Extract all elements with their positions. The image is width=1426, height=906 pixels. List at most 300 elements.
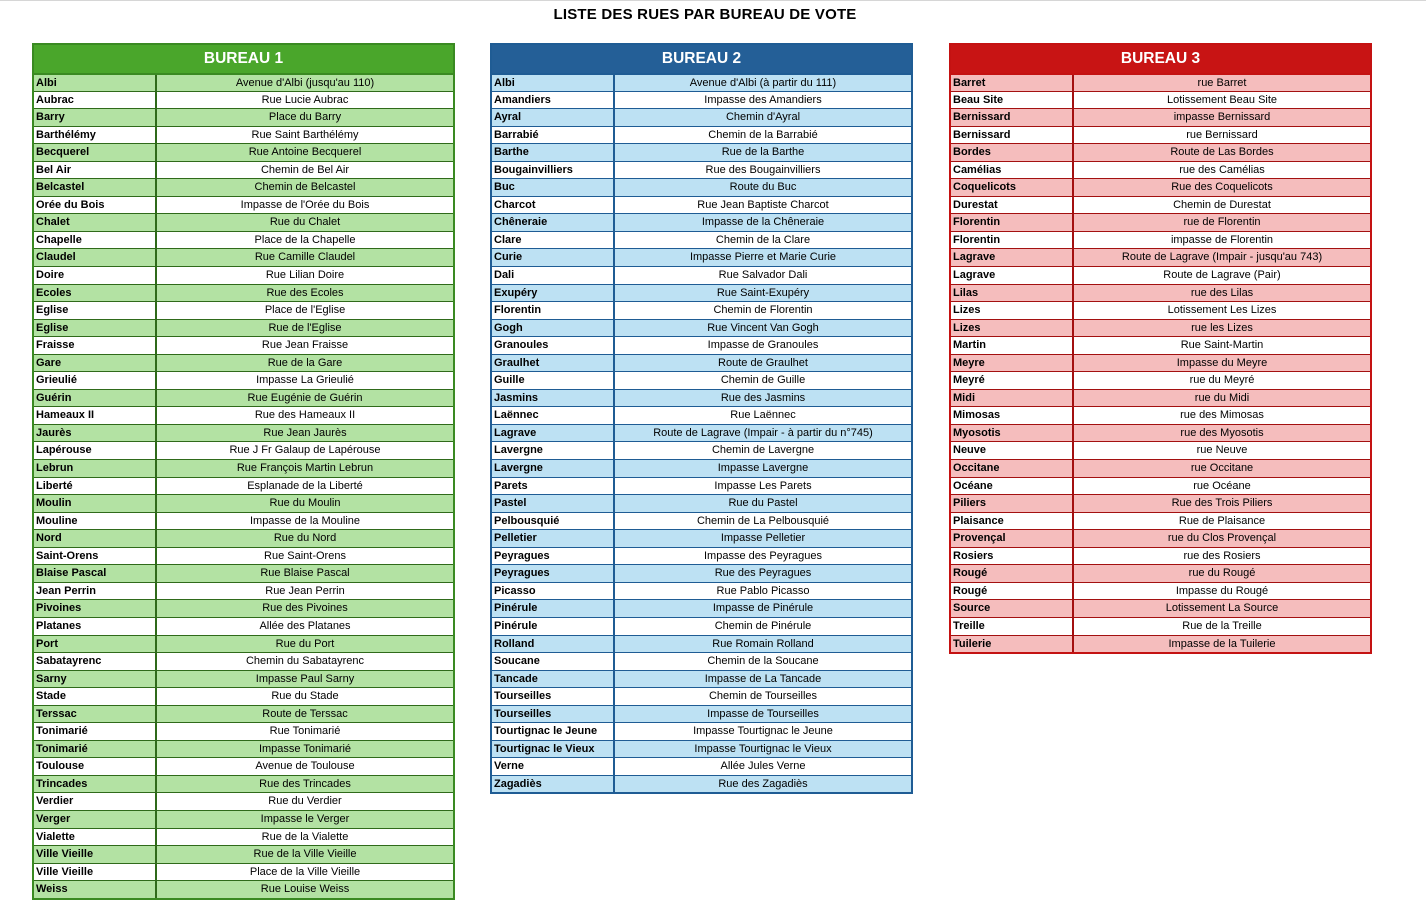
table-row: [34, 108, 453, 126]
street-cell: Rue J Fr Galaup de Lapérouse: [155, 442, 453, 459]
locality-cell: Liberté: [36, 479, 73, 492]
street-cell: Rue des Bougainvilliers: [613, 162, 911, 179]
street-cell: Route de Lagrave (Impair - jusqu'au 743): [1072, 249, 1370, 266]
table-row: [951, 477, 1370, 495]
street-cell: Rue Saint-Exupéry: [613, 285, 911, 302]
table-row: [492, 126, 911, 144]
locality-cell: Occitane: [953, 462, 1000, 475]
table-row: [492, 670, 911, 688]
locality-cell: Lapérouse: [36, 444, 92, 457]
street-cell: Impasse Les Parets: [613, 478, 911, 495]
locality-cell: Laënnec: [494, 409, 539, 422]
table-row: [492, 371, 911, 389]
table-row: [951, 108, 1370, 126]
table-row: [951, 494, 1370, 512]
street-cell: Rue de la Vialette: [155, 829, 453, 846]
table-row: [34, 652, 453, 670]
locality-cell: Sabatayrenc: [36, 655, 102, 668]
street-cell: Route de Graulhet: [613, 355, 911, 372]
locality-cell: Lavergne: [494, 462, 543, 475]
locality-cell: Tourseilles: [494, 707, 552, 720]
street-cell: Avenue de Toulouse: [155, 758, 453, 775]
locality-cell: Stade: [36, 690, 66, 703]
locality-cell: Lagrave: [953, 251, 996, 264]
street-cell: Rue Salvador Dali: [613, 267, 911, 284]
street-cell: Impasse Tourtignac le Vieux: [613, 741, 911, 758]
street-cell: Avenue d'Albi (à partir du 111): [613, 75, 911, 91]
street-cell: rue les Lizes: [1072, 320, 1370, 337]
table-row: [34, 687, 453, 705]
table-row: [34, 354, 453, 372]
table-row: [492, 757, 911, 775]
table-row: [34, 705, 453, 723]
street-cell: Route de Las Bordes: [1072, 144, 1370, 161]
street-cell: Route de Lagrave (Pair): [1072, 267, 1370, 284]
street-cell: Rue des Jasmins: [613, 390, 911, 407]
table-row: [492, 459, 911, 477]
locality-cell: Ecoles: [36, 286, 72, 299]
street-cell: rue Occitane: [1072, 460, 1370, 477]
locality-cell: Pelbousquié: [494, 514, 560, 527]
table-row: [951, 336, 1370, 354]
table-row: [34, 547, 453, 565]
bureau-rows: [34, 73, 453, 898]
table-row: [492, 722, 911, 740]
street-cell: Lotissement Les Lizes: [1072, 302, 1370, 319]
street-cell: Avenue d'Albi (jusqu'au 110): [155, 75, 453, 91]
street-cell: Chemin de Belcastel: [155, 179, 453, 196]
table-row: [951, 319, 1370, 337]
locality-cell: Piliers: [953, 497, 987, 510]
street-cell: Rue des Trincades: [155, 776, 453, 793]
locality-cell: Granoules: [494, 339, 549, 352]
table-row: [492, 441, 911, 459]
street-cell: rue Barret: [1072, 75, 1370, 91]
table-row: [34, 828, 453, 846]
table-row: [492, 406, 911, 424]
locality-cell: Treille: [953, 619, 985, 632]
table-row: [951, 231, 1370, 249]
locality-cell: Albi: [36, 77, 57, 89]
street-cell: Rue de la Barthe: [613, 144, 911, 161]
street-cell: Chemin de Florentin: [613, 302, 911, 319]
table-row: [492, 582, 911, 600]
locality-cell: Source: [953, 602, 991, 615]
street-cell: rue Neuve: [1072, 442, 1370, 459]
table-row: [951, 512, 1370, 530]
street-cell: Rue des Pivoines: [155, 600, 453, 617]
street-cell: Esplanade de la Liberté: [155, 478, 453, 495]
street-cell: Impasse des Peyragues: [613, 548, 911, 565]
street-cell: Rue du Moulin: [155, 495, 453, 512]
locality-cell: Neuve: [953, 444, 987, 457]
table-row: [34, 441, 453, 459]
table-row: [34, 406, 453, 424]
street-cell: rue Bernissard: [1072, 127, 1370, 144]
locality-cell: Meyre: [953, 356, 985, 369]
locality-cell: Guérin: [36, 391, 72, 404]
street-cell: Chemin de Bel Air: [155, 162, 453, 179]
locality-cell: Moulin: [36, 497, 72, 510]
table-row: [492, 73, 911, 91]
locality-cell: Pinérule: [494, 602, 538, 615]
locality-cell: Platanes: [36, 619, 82, 632]
street-cell: impasse de Florentin: [1072, 232, 1370, 249]
street-cell: Rue des Trois Piliers: [1072, 495, 1370, 512]
table-row: [951, 178, 1370, 196]
locality-cell: Exupéry: [494, 286, 538, 299]
locality-cell: Plaisance: [953, 514, 1004, 527]
street-cell: Chemin du Sabatayrenc: [155, 653, 453, 670]
bureau-2-table: [490, 43, 913, 794]
street-cell: Chemin d'Ayral: [613, 109, 911, 126]
locality-cell: Barthe: [494, 146, 529, 159]
locality-cell: Provençal: [953, 532, 1006, 545]
street-cell: rue des Rosiers: [1072, 548, 1370, 565]
street-cell: Impasse des Amandiers: [613, 92, 911, 109]
locality-cell: Florentin: [953, 216, 1001, 229]
locality-cell: Dali: [494, 269, 515, 282]
locality-cell: Beau Site: [953, 93, 1004, 106]
street-cell: Chemin de Guille: [613, 372, 911, 389]
locality-cell: Océane: [953, 479, 993, 492]
table-row: [34, 863, 453, 881]
street-cell: Impasse Tourtignac le Jeune: [613, 723, 911, 740]
locality-cell: Terssac: [36, 707, 77, 720]
locality-cell: Myosotis: [953, 426, 1001, 439]
table-row: [492, 635, 911, 653]
street-cell: Rue Saint Barthélémy: [155, 127, 453, 144]
locality-cell: Jasmins: [494, 391, 539, 404]
locality-cell: Lagrave: [494, 426, 537, 439]
locality-cell: Albi: [494, 77, 515, 89]
street-cell: Chemin de la Clare: [613, 232, 911, 249]
street-cell: Place du Barry: [155, 109, 453, 126]
locality-cell: Buc: [494, 181, 515, 194]
table-row: [34, 73, 453, 91]
street-cell: Route du Buc: [613, 179, 911, 196]
table-row: [951, 354, 1370, 372]
street-cell: Impasse de Tourseilles: [613, 706, 911, 723]
table-row: [492, 196, 911, 214]
table-row: [34, 582, 453, 600]
table-row: [34, 284, 453, 302]
street-cell: rue de Florentin: [1072, 214, 1370, 231]
table-row: [34, 845, 453, 863]
table-row: [951, 617, 1370, 635]
table-row: [492, 91, 911, 109]
locality-cell: Lagrave: [953, 269, 996, 282]
locality-cell: Tonimarié: [36, 725, 88, 738]
locality-cell: Tourtignac le Vieux: [494, 742, 595, 755]
table-row: [492, 617, 911, 635]
street-cell: Rue du Port: [155, 636, 453, 653]
table-row: [951, 635, 1370, 653]
locality-cell: Blaise Pascal: [36, 567, 107, 580]
locality-cell: Nord: [36, 532, 62, 545]
bureau-header: BUREAU 2: [492, 45, 911, 73]
locality-cell: Orée du Bois: [36, 198, 105, 211]
table-row: [34, 670, 453, 688]
street-cell: Rue de la Treille: [1072, 618, 1370, 635]
locality-cell: Barrabié: [494, 128, 539, 141]
table-row: [492, 775, 911, 793]
street-cell: Lotissement Beau Site: [1072, 92, 1370, 109]
street-cell: rue Océane: [1072, 478, 1370, 495]
locality-cell: Verger: [36, 812, 71, 825]
street-cell: Rue des Ecoles: [155, 285, 453, 302]
page-title: LISTE DES RUES PAR BUREAU DE VOTE: [553, 6, 857, 23]
locality-cell: Lebrun: [36, 462, 74, 475]
locality-cell: Weiss: [36, 883, 68, 896]
locality-cell: Pelletier: [494, 532, 537, 545]
bureau-header: BUREAU 1: [34, 45, 453, 73]
locality-cell: Graulhet: [494, 356, 540, 369]
street-cell: Rue Blaise Pascal: [155, 565, 453, 582]
locality-cell: Amandiers: [494, 93, 551, 106]
locality-cell: Rougé: [953, 584, 988, 597]
street-cell: Chemin de Pinérule: [613, 618, 911, 635]
table-row: [34, 196, 453, 214]
table-row: [492, 319, 911, 337]
locality-cell: Lizes: [953, 304, 981, 317]
street-cell: Chemin de La Pelbousquié: [613, 513, 911, 530]
table-row: [492, 599, 911, 617]
table-row: [34, 126, 453, 144]
street-cell: Place de l'Eglise: [155, 302, 453, 319]
street-cell: Route de Terssac: [155, 706, 453, 723]
table-row: [34, 213, 453, 231]
table-row: [34, 599, 453, 617]
table-row: [492, 301, 911, 319]
street-cell: Chemin de Durestat: [1072, 197, 1370, 214]
street-cell: rue des Mimosas: [1072, 407, 1370, 424]
street-cell: Rue des Zagadiès: [613, 776, 911, 793]
street-cell: Rue du Stade: [155, 688, 453, 705]
street-cell: Rue des Peyragues: [613, 565, 911, 582]
table-row: [492, 354, 911, 372]
locality-cell: Chêneraie: [494, 216, 548, 229]
locality-cell: Hameaux II: [36, 409, 95, 422]
locality-cell: Soucane: [494, 655, 540, 668]
street-cell: rue du Rougé: [1072, 565, 1370, 582]
table-row: [34, 319, 453, 337]
locality-cell: Mouline: [36, 514, 78, 527]
street-cell: Rue des Hameaux II: [155, 407, 453, 424]
street-cell: Rue de Plaisance: [1072, 513, 1370, 530]
table-row: [492, 108, 911, 126]
street-cell: Impasse de Pinérule: [613, 600, 911, 617]
locality-cell: Midi: [953, 391, 975, 404]
locality-cell: Tancade: [494, 672, 538, 685]
street-cell: rue des Lilas: [1072, 285, 1370, 302]
street-cell: Chemin de Tourseilles: [613, 688, 911, 705]
table-row: [492, 705, 911, 723]
table-row: [492, 389, 911, 407]
street-cell: Impasse du Meyre: [1072, 355, 1370, 372]
street-cell: Impasse le Verger: [155, 811, 453, 828]
street-cell: Impasse Tonimarié: [155, 741, 453, 758]
locality-cell: Grieulié: [36, 374, 77, 387]
table-row: [951, 459, 1370, 477]
table-row: [492, 547, 911, 565]
table-row: [34, 477, 453, 495]
street-cell: Rue Jean Fraisse: [155, 337, 453, 354]
table-row: [951, 143, 1370, 161]
street-cell: Rue Camille Claudel: [155, 249, 453, 266]
street-cell: Allée des Platanes: [155, 618, 453, 635]
street-cell: Impasse du Rougé: [1072, 583, 1370, 600]
street-cell: Chemin de la Barrabié: [613, 127, 911, 144]
table-row: [951, 441, 1370, 459]
table-row: [492, 336, 911, 354]
table-row: [951, 213, 1370, 231]
street-cell: Lotissement La Source: [1072, 600, 1370, 617]
locality-cell: Clare: [494, 233, 522, 246]
locality-cell: Tourseilles: [494, 690, 552, 703]
table-row: [951, 91, 1370, 109]
street-cell: Rue du Chalet: [155, 214, 453, 231]
table-row: [951, 564, 1370, 582]
locality-cell: Ville Vieille: [36, 848, 94, 861]
locality-cell: Gogh: [494, 321, 523, 334]
locality-cell: Florentin: [494, 304, 542, 317]
street-cell: rue du Midi: [1072, 390, 1370, 407]
table-row: [34, 91, 453, 109]
locality-cell: Curie: [494, 251, 523, 264]
table-row: [492, 687, 911, 705]
table-row: [34, 810, 453, 828]
locality-cell: Aubrac: [36, 93, 74, 106]
table-row: [34, 389, 453, 407]
street-cell: Impasse de la Tuilerie: [1072, 636, 1370, 653]
street-cell: Rue Saint-Orens: [155, 548, 453, 565]
street-cell: Rue Louise Weiss: [155, 881, 453, 898]
table-row: [951, 529, 1370, 547]
locality-cell: Pastel: [494, 497, 527, 510]
table-row: [34, 880, 453, 898]
locality-cell: Lilas: [953, 286, 979, 299]
table-row: [951, 161, 1370, 179]
table-row: [951, 371, 1370, 389]
street-cell: Rue Pablo Picasso: [613, 583, 911, 600]
street-cell: rue des Myosotis: [1072, 425, 1370, 442]
locality-cell: Toulouse: [36, 760, 85, 773]
locality-cell: Bernissard: [953, 128, 1011, 141]
locality-cell: Lizes: [953, 321, 981, 334]
locality-cell: Zagadiès: [494, 777, 542, 790]
locality-cell: Verne: [494, 760, 524, 773]
table-row: [34, 775, 453, 793]
locality-cell: Port: [36, 637, 58, 650]
street-cell: Chemin de la Soucane: [613, 653, 911, 670]
locality-cell: Tonimarié: [36, 742, 88, 755]
locality-cell: Claudel: [36, 251, 76, 264]
street-cell: Chemin de Lavergne: [613, 442, 911, 459]
street-cell: rue du Clos Provençal: [1072, 530, 1370, 547]
table-row: [492, 284, 911, 302]
table-row: [492, 231, 911, 249]
table-row: [34, 617, 453, 635]
table-row: [951, 73, 1370, 91]
street-cell: Rue Lilian Doire: [155, 267, 453, 284]
table-row: [34, 792, 453, 810]
locality-cell: Pivoines: [36, 602, 82, 615]
street-cell: Impasse de La Tancade: [613, 671, 911, 688]
table-row: [34, 178, 453, 196]
table-row: [34, 248, 453, 266]
locality-cell: Bel Air: [36, 163, 72, 176]
street-cell: Rue Eugénie de Guérin: [155, 390, 453, 407]
bureau-1-table: [32, 43, 455, 900]
table-row: [492, 512, 911, 530]
locality-cell: Camélias: [953, 163, 1002, 176]
street-cell: Impasse de l'Orée du Bois: [155, 197, 453, 214]
street-cell: Rue de l'Eglise: [155, 320, 453, 337]
street-cell: Rue Laënnec: [613, 407, 911, 424]
locality-cell: Chapelle: [36, 233, 82, 246]
table-row: [492, 143, 911, 161]
locality-cell: Lavergne: [494, 444, 543, 457]
locality-cell: Florentin: [953, 233, 1001, 246]
street-cell: Route de Lagrave (Impair - à partir du n°745): [613, 425, 911, 442]
street-cell: Rue Romain Rolland: [613, 636, 911, 653]
locality-cell: Doire: [36, 269, 65, 282]
locality-cell: Martin: [953, 339, 986, 352]
street-cell: Rue Saint-Martin: [1072, 337, 1370, 354]
locality-cell: Rolland: [494, 637, 535, 650]
street-cell: Rue Lucie Aubrac: [155, 92, 453, 109]
table-row: [951, 424, 1370, 442]
bureau-3-table: [949, 43, 1372, 654]
table-row: [951, 582, 1370, 600]
table-row: [34, 722, 453, 740]
table-row: [34, 757, 453, 775]
locality-cell: Saint-Orens: [36, 549, 99, 562]
locality-cell: Ville Vieille: [36, 865, 94, 878]
locality-cell: Barthélémy: [36, 128, 96, 141]
street-cell: Rue Vincent Van Gogh: [613, 320, 911, 337]
street-cell: rue du Meyré: [1072, 372, 1370, 389]
street-cell: Rue François Martin Lebrun: [155, 460, 453, 477]
locality-cell: Rosiers: [953, 549, 994, 562]
locality-cell: Charcot: [494, 198, 536, 211]
street-cell: Place de la Ville Vieille: [155, 864, 453, 881]
street-cell: Rue du Pastel: [613, 495, 911, 512]
table-row: [951, 406, 1370, 424]
locality-cell: Bernissard: [953, 111, 1011, 124]
street-cell: Rue Antoine Becquerel: [155, 144, 453, 161]
street-cell: Impasse La Grieulié: [155, 372, 453, 389]
locality-cell: Parets: [494, 479, 528, 492]
street-cell: impasse Bernissard: [1072, 109, 1370, 126]
locality-cell: Vialette: [36, 830, 75, 843]
table-row: [951, 196, 1370, 214]
locality-cell: Jean Perrin: [36, 584, 96, 597]
table-row: [34, 512, 453, 530]
table-row: [34, 424, 453, 442]
table-row: [34, 564, 453, 582]
street-cell: Allée Jules Verne: [613, 758, 911, 775]
locality-cell: Tourtignac le Jeune: [494, 725, 598, 738]
table-row: [492, 248, 911, 266]
street-cell: Impasse de la Chêneraie: [613, 214, 911, 231]
street-cell: Rue Jean Jaurès: [155, 425, 453, 442]
table-row: [34, 371, 453, 389]
table-row: [492, 529, 911, 547]
locality-cell: Barry: [36, 111, 65, 124]
table-row: [951, 126, 1370, 144]
